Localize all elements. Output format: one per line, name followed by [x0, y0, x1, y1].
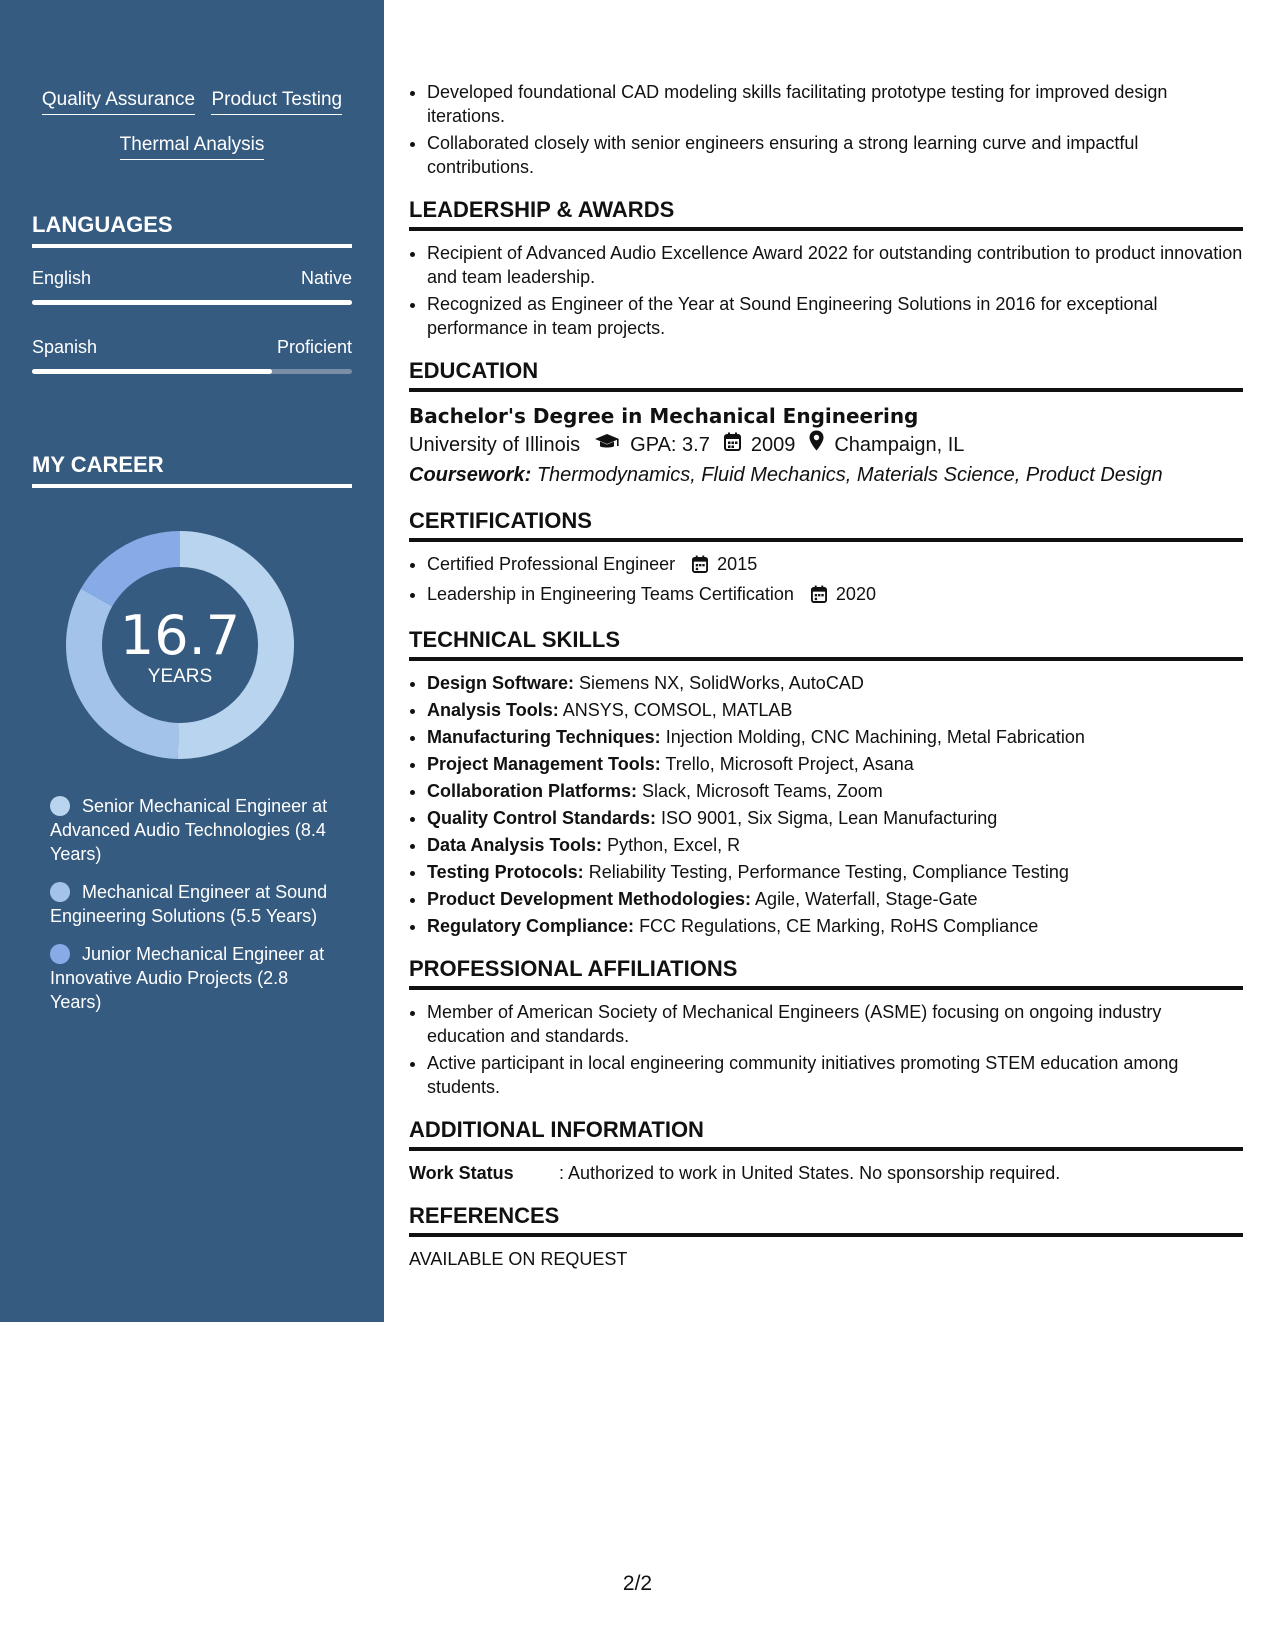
leadership-list [409, 241, 1243, 340]
education-location: Champaign, IL [834, 434, 965, 456]
cert-name: Certified Professional Engineer [427, 554, 676, 574]
cert-name: Leadership in Engineering Teams Certification [427, 584, 794, 604]
language-name: Spanish [32, 337, 98, 357]
cert-year: 2020 [835, 584, 876, 604]
page-number: 2/2 [622, 1572, 653, 1595]
list-item [427, 725, 1243, 749]
languages-heading: LANGUAGES [32, 212, 352, 248]
skill-value: FCC Regulations, CE Marking, RoHS Compliance [639, 916, 1039, 936]
list-item [427, 552, 1243, 579]
language-spanish [32, 337, 352, 374]
list-item [427, 833, 1243, 857]
skill-value: Injection Molding, CNC Machining, Metal Fabrication [665, 727, 1085, 747]
technical-skills-heading: TECHNICAL SKILLS [409, 627, 1243, 661]
experience-bullets [409, 80, 1243, 179]
language-name: English [32, 268, 92, 288]
location-pin-icon [809, 430, 824, 460]
education-heading: EDUCATION [409, 358, 1243, 392]
work-status-value: : Authorized to work in United States. No sponsorship required. [559, 1163, 1061, 1183]
references-heading: REFERENCES [409, 1203, 1243, 1237]
skill-label: Quality Control Standards: [427, 808, 657, 828]
language-level: Native [300, 268, 352, 288]
career-item-text: Mechanical Engineer at Sound Engineering Solutions (5.5 Years) [50, 882, 328, 926]
career-legend [50, 794, 340, 1028]
skill-value: Siemens NX, SolidWorks, AutoCAD [579, 673, 864, 693]
calendar-icon [692, 555, 708, 579]
affiliations-list [409, 1000, 1243, 1099]
career-item [50, 880, 340, 928]
skill-value: Reliability Testing, Performance Testing, Compliance Testing [588, 862, 1069, 882]
language-bar [32, 300, 352, 305]
list-item [427, 914, 1243, 938]
list-item [427, 582, 1243, 609]
work-status-row [409, 1161, 1243, 1185]
career-item-text: Senior Mechanical Engineer at Advanced Audio Technologies (8.4 Years) [50, 796, 328, 864]
list-item: • Recognized as Engineer of the Year at Sound Engineering Solutions in 2016 for exceptional performance in team projects. [427, 292, 1243, 340]
skill-label: Regulatory Compliance: [427, 916, 635, 936]
affiliations-heading: PROFESSIONAL AFFILIATIONS [409, 956, 1243, 990]
list-item: • Recipient of Advanced Audio Excellence Award 2022 for outstanding contribution to product innovation and team leadership. [427, 241, 1243, 289]
list-item: • Collaborated closely with senior engineers ensuring a strong learning curve and impactful contributions. [427, 131, 1243, 179]
career-heading: MY CAREER [32, 452, 352, 488]
career-item [50, 794, 340, 866]
skill-value: ANSYS, COMSOL, MATLAB [562, 700, 793, 720]
main-content [409, 80, 1243, 1271]
legend-dot-icon [50, 944, 70, 964]
additional-info-heading: ADDITIONAL INFORMATION [409, 1117, 1243, 1151]
education-school: University of Illinois [409, 434, 581, 456]
education-gpa: GPA: 3.7 [630, 434, 710, 456]
legend-dot-icon [50, 796, 70, 816]
list-item: • Member of American Society of Mechanical Engineers (ASME) focusing on ongoing industry education and standards. [427, 1000, 1243, 1048]
skill-tag: Thermal Analysis [120, 133, 265, 160]
skill-label: Design Software: [427, 673, 575, 693]
education-coursework [409, 460, 1243, 490]
skill-label: Project Management Tools: [427, 754, 661, 774]
coursework-label: Coursework: [409, 464, 532, 486]
work-status-label: Work Status [409, 1163, 514, 1183]
education-degree: Bachelor's Degree in Mechanical Engineering [409, 404, 919, 428]
skill-tag: Quality Assurance [42, 88, 195, 115]
list-item [427, 752, 1243, 776]
career-unit: YEARS [147, 666, 213, 687]
skill-label: Collaboration Platforms: [427, 781, 638, 801]
skill-label: Manufacturing Techniques: [427, 727, 661, 747]
leadership-heading: LEADERSHIP & AWARDS [409, 197, 1243, 231]
language-level: Proficient [276, 337, 352, 357]
language-english [32, 268, 352, 305]
skill-label: Product Development Methodologies: [427, 889, 752, 909]
education-meta [409, 430, 1243, 460]
list-item [427, 860, 1243, 884]
skill-tag: Product Testing [211, 88, 342, 115]
language-bar [32, 369, 352, 374]
list-item [427, 806, 1243, 830]
education-year: 2009 [750, 434, 796, 456]
career-total: 16.7 [119, 604, 241, 667]
list-item: • Active participant in local engineering community initiatives promoting STEM education among students. [427, 1051, 1243, 1099]
calendar-icon [724, 430, 741, 460]
donut-slice-2 [81, 531, 180, 606]
language-bar-fill [32, 369, 272, 374]
career-item-text: Junior Mechanical Engineer at Innovative Audio Projects (2.8 Years) [50, 944, 325, 1012]
skill-value: Agile, Waterfall, Stage-Gate [755, 889, 978, 909]
list-item [427, 698, 1243, 722]
skill-value: ISO 9001, Six Sigma, Lean Manufacturing [661, 808, 998, 828]
references-text: AVAILABLE ON REQUEST [409, 1249, 628, 1269]
certifications-heading: CERTIFICATIONS [409, 508, 1243, 542]
skill-label: Data Analysis Tools: [427, 835, 603, 855]
technical-skills-list [409, 671, 1243, 938]
language-bar-fill [32, 300, 352, 305]
skill-value: Trello, Microsoft Project, Asana [665, 754, 914, 774]
skill-tags [32, 88, 352, 178]
skill-value: Python, Excel, R [607, 835, 741, 855]
graduation-cap-icon [594, 430, 620, 460]
list-item [427, 671, 1243, 695]
certifications-list [409, 552, 1243, 609]
cert-year: 2015 [717, 554, 758, 574]
calendar-icon [811, 585, 827, 609]
list-item: • Developed foundational CAD modeling skills facilitating prototype testing for improved design iterations. [427, 80, 1243, 128]
skill-label: Testing Protocols: [427, 862, 584, 882]
career-item [50, 942, 340, 1014]
skill-value: Slack, Microsoft Teams, Zoom [642, 781, 883, 801]
legend-dot-icon [50, 882, 70, 902]
skill-label: Analysis Tools: [427, 700, 559, 720]
list-item [427, 887, 1243, 911]
coursework-value: Thermodynamics, Fluid Mechanics, Materials Science, Product Design [536, 464, 1163, 486]
sidebar [0, 0, 384, 1322]
list-item [427, 779, 1243, 803]
